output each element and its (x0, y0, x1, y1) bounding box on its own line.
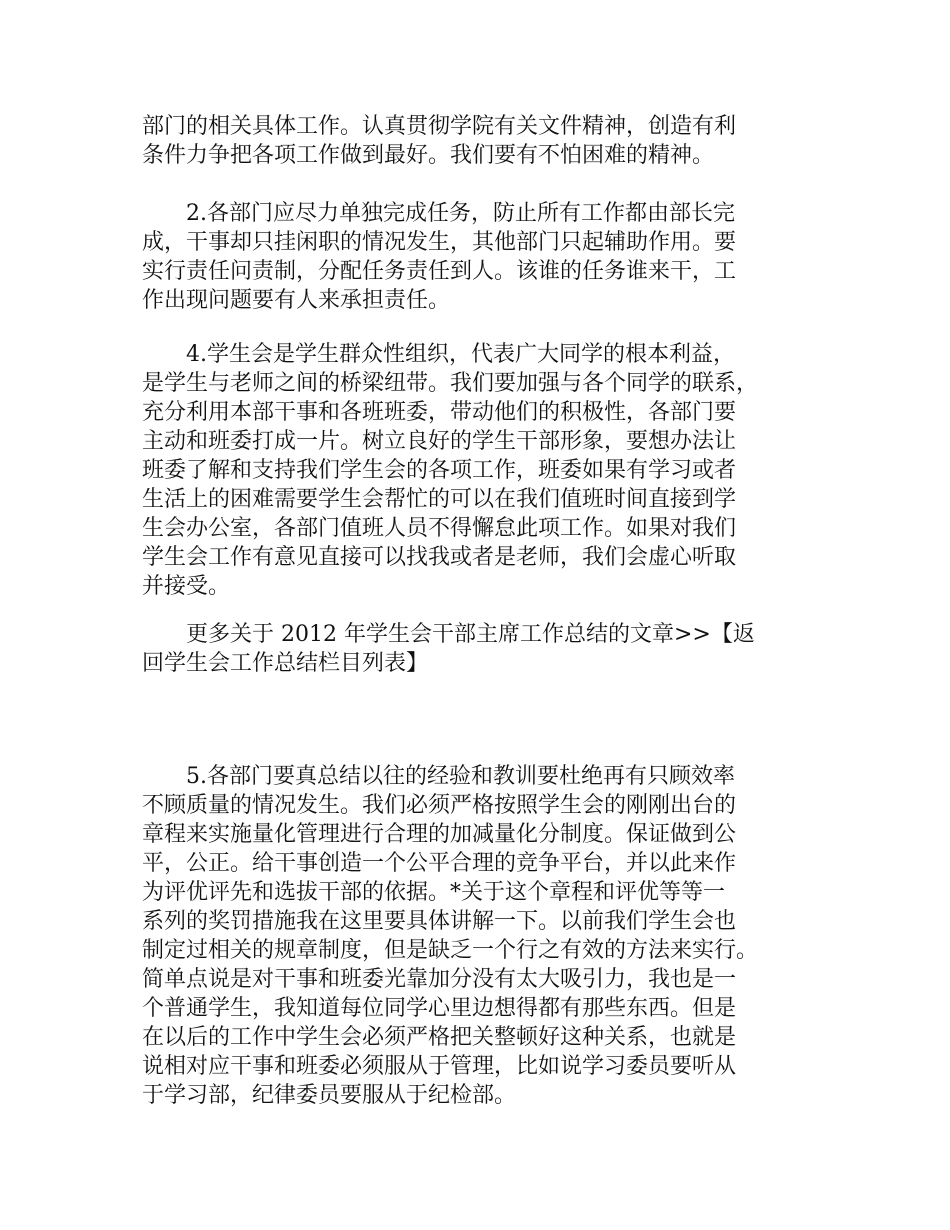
paragraph-item-2: 2.各部门应尽力单独完成任务，防止所有工作都由部长完 成，干事却只挂闲职的情况发生，其他部门只起辅助作用。要 实行责任问责制，分配任务责任到人。该谁的任务谁来干，工 作出现问题要有人来承担责任。 (142, 201, 737, 313)
paragraph-continuation: 部门的相关具体工作。认真贯彻学院有关文件精神，创造有利 条件力争把各项工作做到最好。我们要有不怕困难的精神。 (142, 114, 737, 168)
paragraph-item-4: 4.学生会是学生群众性组织，代表广大同学的根本利益， 是学生与老师之间的桥梁纽带。我们要加强与各个同学的联系， 充分利用本部干事和各班班委，带动他们的积极性，各部门要 主动和班委打成一片。树立良好的学生干部形象，要想办法让 班委了解和支持我们学生会的各项工作，班委如果有学习或者 生活上的困难需要学生会帮忙的可以在我们值班时间直接到学 生会办公室，各部门值班人员不得懈怠此项工作。如果对我们 学生会工作有意见直接可以找我或者是老师，我们会虚心听取 并接受。 (142, 342, 759, 599)
paragraph-item-5: 5.各部门要真总结以往的经验和教训要杜绝再有只顾效率 不顾质量的情况发生。我们必须严格按照学生会的刚刚出台的 章程来实施量化管理进行合理的加减量化分制度。保证做到公 平，公正。给干事创造一个公平合理的竞争平台，并以此来作 为评优评先和选拔干部的依据。*关于这个章程和评优等等一 系列的奖罚措施我在这里要具体讲解一下。以前我们学生会也 制定过相关的规章制度，但是缺乏一个行之有效的方法来实行。 简单点说是对干事和班委光靠加分没有太大吸引力，我也是一 个普通学生，我知道每位同学心里边想得都有那些东西。但是 在以后的工作中学生会必须严格把关整顿好这种关系，也就是 说相对应干事和班委必须服从于管理，比如说学习委员要听从 于学习部，纪律委员要服从于纪检部。 (142, 764, 759, 1108)
related-articles-link[interactable]: 更多关于 2012 年学生会干部主席工作总结的文章>>【返 回学生会工作总结栏目列表】 (142, 622, 755, 676)
